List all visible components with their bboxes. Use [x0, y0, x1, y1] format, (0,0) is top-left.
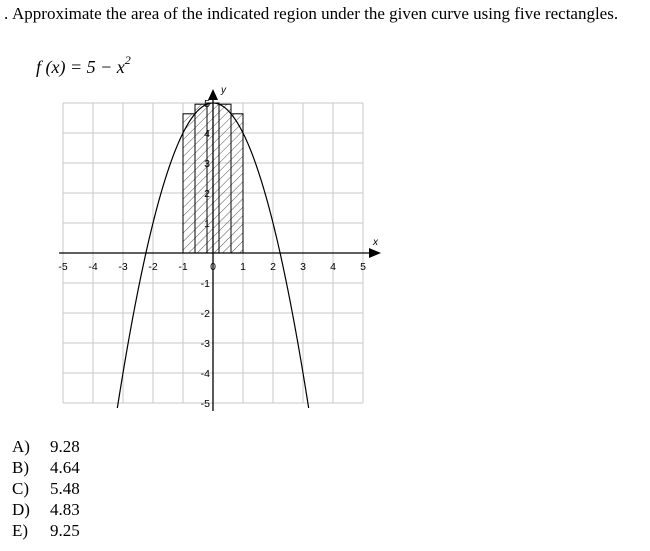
x-tick-label: 4: [330, 261, 336, 273]
choice-label: A): [12, 437, 30, 456]
y-tick-label: -1: [200, 278, 210, 290]
choice-label: B): [12, 458, 29, 477]
function-lhs: f (x) = 5 − x: [36, 57, 125, 77]
x-tick-label: -3: [118, 261, 128, 273]
choice-d[interactable]: [12, 499, 80, 520]
x-tick-label: 2: [270, 261, 276, 273]
riemann-rectangle: [231, 114, 243, 253]
x-tick-label: -1: [178, 261, 188, 273]
choice-a[interactable]: [12, 436, 80, 457]
riemann-rectangle: [219, 104, 231, 253]
y-tick-label: 4: [204, 128, 210, 140]
y-tick-label: -2: [200, 308, 210, 320]
choice-value: 9.28: [50, 437, 80, 456]
x-tick-label: -4: [88, 261, 98, 273]
x-tick-label: 1: [240, 261, 246, 273]
y-tick-label: 5: [204, 98, 210, 110]
choice-label: E): [12, 521, 29, 540]
choice-value: 9.25: [50, 521, 80, 540]
y-tick-label: -3: [200, 338, 210, 350]
answer-choices: [12, 436, 80, 541]
x-tick-label: -5: [58, 261, 68, 273]
y-tick-label: 3: [204, 158, 210, 170]
question-prompt: Approximate the area of the indicated region under the given curve using five rectangles.: [12, 4, 619, 23]
x-axis-arrow: [369, 248, 381, 258]
y-tick-label: -5: [200, 398, 210, 410]
choice-label: D): [12, 500, 30, 519]
choice-value: 4.83: [50, 500, 80, 519]
choice-value: 5.48: [50, 479, 80, 498]
y-axis-label: y: [221, 85, 226, 96]
y-tick-label: 2: [204, 188, 210, 200]
x-tick-label: 0: [210, 261, 216, 273]
y-tick-label: -4: [200, 368, 210, 380]
y-tick-label: 1: [204, 218, 210, 230]
question-marker: .: [4, 4, 9, 23]
x-axis-label: x: [373, 237, 378, 248]
choice-value: 4.64: [50, 458, 80, 477]
choice-label: C): [12, 479, 29, 498]
riemann-rectangle: [183, 114, 195, 253]
riemann-rectangle: [195, 104, 207, 253]
choice-e[interactable]: [12, 520, 80, 541]
function-exponent: 2: [124, 53, 131, 67]
x-tick-label: 3: [300, 261, 306, 273]
choice-b[interactable]: [12, 457, 80, 478]
x-tick-label: -2: [148, 261, 158, 273]
choice-c[interactable]: [12, 478, 80, 499]
x-tick-label: 5: [360, 261, 366, 273]
